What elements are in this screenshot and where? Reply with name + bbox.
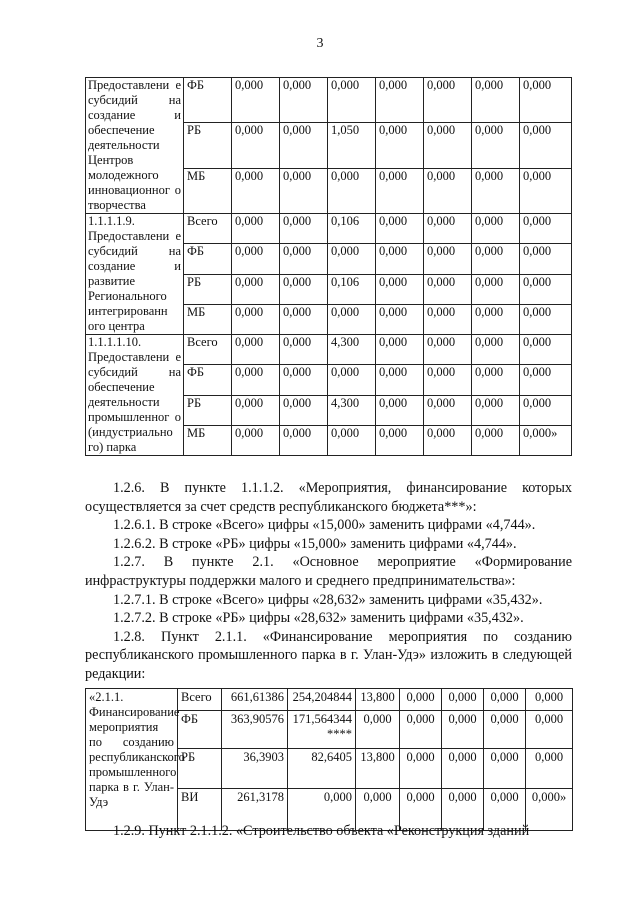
value-cell: 0,000 <box>472 123 520 168</box>
value-cell: 4,300 <box>328 395 376 425</box>
value-cell: 0,000 <box>232 244 280 274</box>
value-cell: 0,000 <box>400 711 442 749</box>
value-cell: 0,000 <box>376 123 424 168</box>
funding-source: МБ <box>184 304 232 334</box>
value-cell: 0,000 <box>280 123 328 168</box>
value-cell: 0,106 <box>328 214 376 244</box>
value-cell: 0,000 <box>520 244 572 274</box>
value-cell: 0,000 <box>376 304 424 334</box>
value-cell: 82,6405 <box>288 749 356 789</box>
measure-description: 1.1.1.1.9. Предоставлени е субсидий на создание и развитие Регионального интегрированн ого центра <box>86 214 184 335</box>
value-cell: 0,000» <box>526 789 573 831</box>
funding-source: РБ <box>184 123 232 168</box>
funding-source: РБ <box>178 749 222 789</box>
value-cell: 0,000 <box>400 789 442 831</box>
funding-table-1 <box>85 77 572 456</box>
measure-description: Предоставлени е субсидий на создание и обеспечение деятельности Центров молодежного инновационног о творчества <box>86 78 184 214</box>
value-cell: 0,000 <box>442 689 484 711</box>
value-cell: 0,000» <box>520 425 572 455</box>
value-cell: 0,000 <box>328 168 376 213</box>
value-cell: 0,000 <box>376 274 424 304</box>
funding-source: Всего <box>184 214 232 244</box>
value-cell: 0,000 <box>328 304 376 334</box>
paragraph-1-2-7-1: 1.2.7.1. В строке «Всего» цифры «28,632» заменить цифрами «35,432». <box>113 591 543 608</box>
value-cell: 0,000 <box>472 274 520 304</box>
measure-description: «2.1.1. Финансирование мероприятия по созданию республиканского промышленного парка в г. Улан-Удэ <box>86 689 178 831</box>
paragraph-1-2-6-2: 1.2.6.2. В строке «РБ» цифры «15,000» заменить цифрами «4,744». <box>113 535 517 552</box>
value-cell: 0,000 <box>424 365 472 395</box>
value-cell: 0,000 <box>328 78 376 123</box>
funding-table-2 <box>85 688 573 831</box>
value-cell: 0,000 <box>472 425 520 455</box>
value-cell: 0,000 <box>520 78 572 123</box>
value-cell: 0,000 <box>232 395 280 425</box>
value-cell: 0,000 <box>520 168 572 213</box>
value-cell: 0,000 <box>424 168 472 213</box>
table-row <box>86 335 572 365</box>
funding-source: ФБ <box>184 365 232 395</box>
value-cell: 0,000 <box>472 365 520 395</box>
value-cell: 0,000 <box>376 425 424 455</box>
value-cell: 0,000 <box>232 123 280 168</box>
value-cell: 1,050 <box>328 123 376 168</box>
funding-source: РБ <box>184 395 232 425</box>
value-cell: 0,000 <box>280 244 328 274</box>
value-cell: 36,3903 <box>222 749 288 789</box>
paragraph-1-2-9: 1.2.9. Пункт 2.1.1.2. «Строительство объекта «Реконструкция зданий <box>113 823 530 839</box>
value-cell: 254,204844 <box>288 689 356 711</box>
value-cell: 0,000 <box>520 395 572 425</box>
table-row <box>86 78 572 123</box>
table-row <box>86 214 572 244</box>
value-cell: 0,000 <box>328 365 376 395</box>
value-cell: 0,000 <box>424 304 472 334</box>
value-cell: 0,000 <box>288 789 356 831</box>
value-cell: 0,000 <box>484 689 526 711</box>
value-cell: 4,300 <box>328 335 376 365</box>
value-cell: 0,000 <box>520 365 572 395</box>
value-cell: 0,000 <box>232 304 280 334</box>
value-cell: 0,000 <box>280 335 328 365</box>
value-cell: 0,000 <box>526 749 573 789</box>
value-cell: 261,3178 <box>222 789 288 831</box>
paragraph-1-2-6: 1.2.6. В пункте 1.1.1.2. «Мероприятия, финансирование которых осуществляется за счет средств республиканского бюджета***»: <box>85 480 572 515</box>
value-cell: 0,000 <box>472 214 520 244</box>
value-cell: 0,000 <box>280 168 328 213</box>
value-cell: 0,000 <box>472 395 520 425</box>
value-cell: 0,000 <box>232 365 280 395</box>
funding-source: Всего <box>184 335 232 365</box>
value-cell: 0,000 <box>356 711 400 749</box>
value-cell: 0,000 <box>442 789 484 831</box>
value-cell: 0,000 <box>424 244 472 274</box>
funding-source: ФБ <box>184 244 232 274</box>
value-cell: 0,000 <box>376 168 424 213</box>
value-cell: 0,000 <box>520 335 572 365</box>
value-cell: 0,000 <box>356 789 400 831</box>
value-cell: 0,000 <box>472 335 520 365</box>
measure-description: 1.1.1.1.10. Предоставлени е субсидий на обеспечение деятельности промышленног о (индустриально го) парка <box>86 335 184 456</box>
paragraph-1-2-7-2: 1.2.7.2. В строке «РБ» цифры «28,632» заменить цифрами «35,432». <box>113 610 524 627</box>
value-cell: 0,000 <box>328 425 376 455</box>
value-cell: 363,90576 <box>222 711 288 749</box>
value-cell: 0,000 <box>232 274 280 304</box>
funding-source: РБ <box>184 274 232 304</box>
value-cell: 0,000 <box>424 425 472 455</box>
value-cell: 0,000 <box>442 711 484 749</box>
value-cell: 0,000 <box>424 214 472 244</box>
value-cell: 0,000 <box>328 244 376 274</box>
value-cell: 0,000 <box>232 214 280 244</box>
value-cell: 0,000 <box>400 749 442 789</box>
value-cell: 0,000 <box>376 395 424 425</box>
value-cell: 0,000 <box>232 78 280 123</box>
value-cell: 0,000 <box>424 274 472 304</box>
paragraph-1-2-6-1: 1.2.6.1. В строке «Всего» цифры «15,000» заменить цифрами «4,744». <box>113 517 536 534</box>
value-cell: 0,000 <box>526 689 573 711</box>
value-cell: 13,800 <box>356 689 400 711</box>
value-cell: 0,000 <box>472 244 520 274</box>
value-cell: 0,000 <box>472 168 520 213</box>
funding-source: ФБ <box>178 711 222 749</box>
funding-source: МБ <box>184 425 232 455</box>
value-cell: 0,000 <box>376 214 424 244</box>
value-cell: 13,800 <box>356 749 400 789</box>
value-cell: 0,000 <box>424 78 472 123</box>
value-cell: 0,000 <box>424 395 472 425</box>
value-cell: 0,000 <box>280 365 328 395</box>
value-cell: 0,000 <box>280 304 328 334</box>
value-cell: 0,000 <box>484 789 526 831</box>
value-cell: 0,000 <box>280 274 328 304</box>
table-row <box>86 689 573 711</box>
value-cell: 0,000 <box>376 244 424 274</box>
value-cell: 0,000 <box>232 335 280 365</box>
value-cell: 0,000 <box>280 78 328 123</box>
value-cell: 0,000 <box>280 214 328 244</box>
amendment-paragraphs <box>85 479 572 684</box>
value-cell: 0,000 <box>520 274 572 304</box>
value-cell: 0,000 <box>232 168 280 213</box>
paragraph-1-2-8: 1.2.8. Пункт 2.1.1. «Финансирование мероприятия по созданию республиканского промышленного парка в г. Улан-Удэ» изложить в следующей редакции: <box>85 628 572 682</box>
funding-source: ВИ <box>178 789 222 831</box>
value-cell: 0,000 <box>424 335 472 365</box>
value-cell: 0,106 <box>328 274 376 304</box>
value-cell: 0,000 <box>520 304 572 334</box>
value-cell: 0,000 <box>376 78 424 123</box>
page-number: 3 <box>316 36 324 51</box>
value-cell: 0,000 <box>376 365 424 395</box>
value-cell: 661,61386 <box>222 689 288 711</box>
funding-source: Всего <box>178 689 222 711</box>
paragraph-1-2-7: 1.2.7. В пункте 2.1. «Основное мероприятие «Формирование инфраструктуры поддержки малого и среднего предпринимательства»: <box>85 554 572 589</box>
value-cell: 0,000 <box>400 689 442 711</box>
value-cell: 0,000 <box>280 395 328 425</box>
value-cell: 0,000 <box>520 214 572 244</box>
value-cell: 171,564344 **** <box>288 711 356 749</box>
value-cell: 0,000 <box>280 425 328 455</box>
value-cell: 0,000 <box>472 78 520 123</box>
funding-source: ФБ <box>184 78 232 123</box>
value-cell: 0,000 <box>526 711 573 749</box>
value-cell: 0,000 <box>376 335 424 365</box>
value-cell: 0,000 <box>472 304 520 334</box>
value-cell: 0,000 <box>442 749 484 789</box>
value-cell: 0,000 <box>484 711 526 749</box>
value-cell: 0,000 <box>424 123 472 168</box>
funding-source: МБ <box>184 168 232 213</box>
value-cell: 0,000 <box>232 425 280 455</box>
value-cell: 0,000 <box>484 749 526 789</box>
value-cell: 0,000 <box>520 123 572 168</box>
